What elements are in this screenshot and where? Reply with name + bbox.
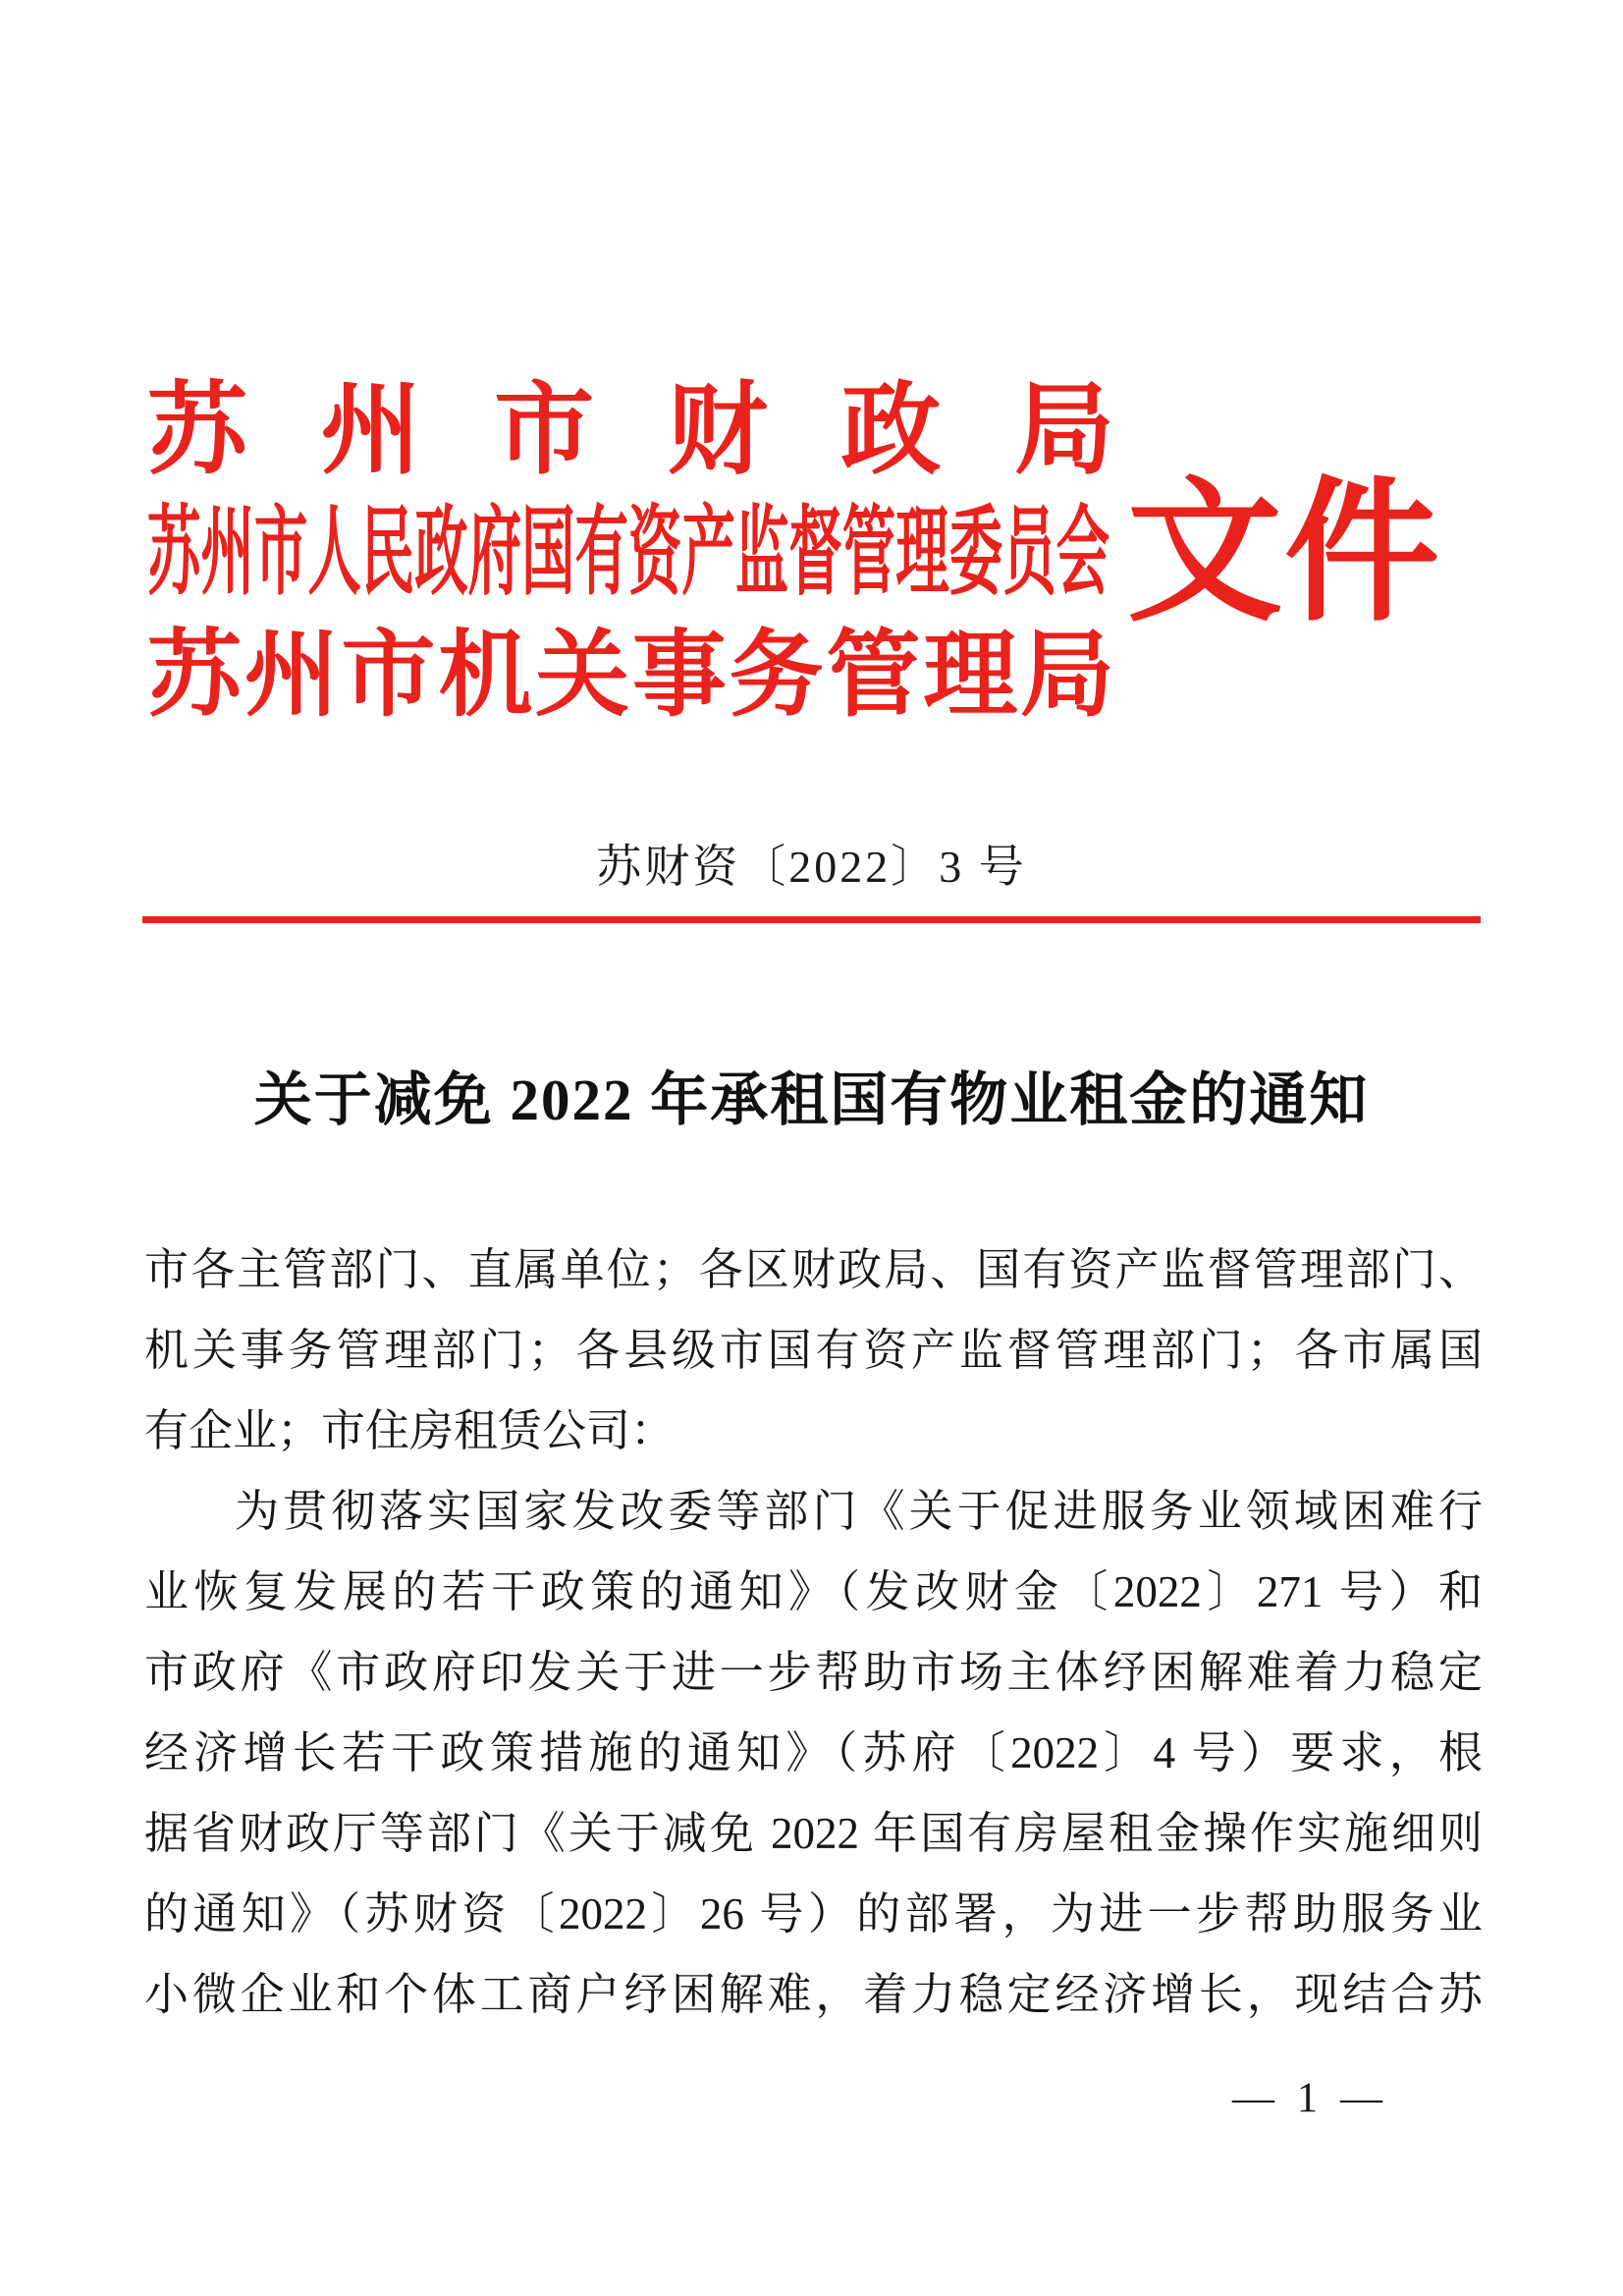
issuing-org-sasac: 苏州市人民政府国有资产监督管理委员会 bbox=[147, 500, 1110, 607]
body-line: 据省财政厅等部门《关于减免 2022 年国有房屋租金操作实施细则 bbox=[144, 1809, 1483, 1858]
body-line: 机关事务管理部门；各县级市国有资产监督管理部门；各市属国 bbox=[144, 1326, 1483, 1375]
body-line: 为贯彻落实国家发改委等部门《关于促进服务业领域困难行 bbox=[235, 1487, 1483, 1536]
document-body bbox=[144, 1230, 1483, 2035]
body-line: 的通知》（苏财资〔2022〕26 号）的部署，为进一步帮助服务业 bbox=[144, 1889, 1483, 1939]
document-reference-number: 苏财资〔2022〕3 号 bbox=[596, 842, 1027, 892]
issuing-org-gov-offices-admin: 苏州市机关事务管理局 bbox=[147, 623, 1114, 728]
document-suffix-wenjian: 文件 bbox=[1127, 468, 1441, 640]
issuing-org-sasac-wrap bbox=[147, 493, 1114, 615]
body-line: 市政府《市政府印发关于进一步帮助市场主体纾困解难着力稳定 bbox=[144, 1648, 1483, 1697]
issuing-org-finance-bureau: 苏州市财政局 bbox=[147, 376, 1114, 487]
body-line: 市各主管部门、直属单位；各区财政局、国有资产监督管理部门、 bbox=[144, 1245, 1483, 1294]
body-line: 经济增长若干政策措施的通知》（苏府〔2022〕4 号）要求，根 bbox=[144, 1728, 1483, 1777]
document-title: 关于减免 2022 年承租国有物业租金的通知 bbox=[253, 1067, 1370, 1132]
page-number: — 1 — bbox=[1232, 2075, 1388, 2121]
body-line: 小微企业和个体工商户纾困解难，着力稳定经济增长，现结合苏 bbox=[144, 1970, 1483, 2019]
body-line: 有企业；市住房租赁公司： bbox=[144, 1406, 676, 1455]
body-line: 业恢复发展的若干政策的通知》（发改财金〔2022〕271 号）和 bbox=[144, 1567, 1483, 1616]
red-divider-rule bbox=[142, 916, 1481, 923]
letterhead bbox=[147, 371, 1114, 737]
